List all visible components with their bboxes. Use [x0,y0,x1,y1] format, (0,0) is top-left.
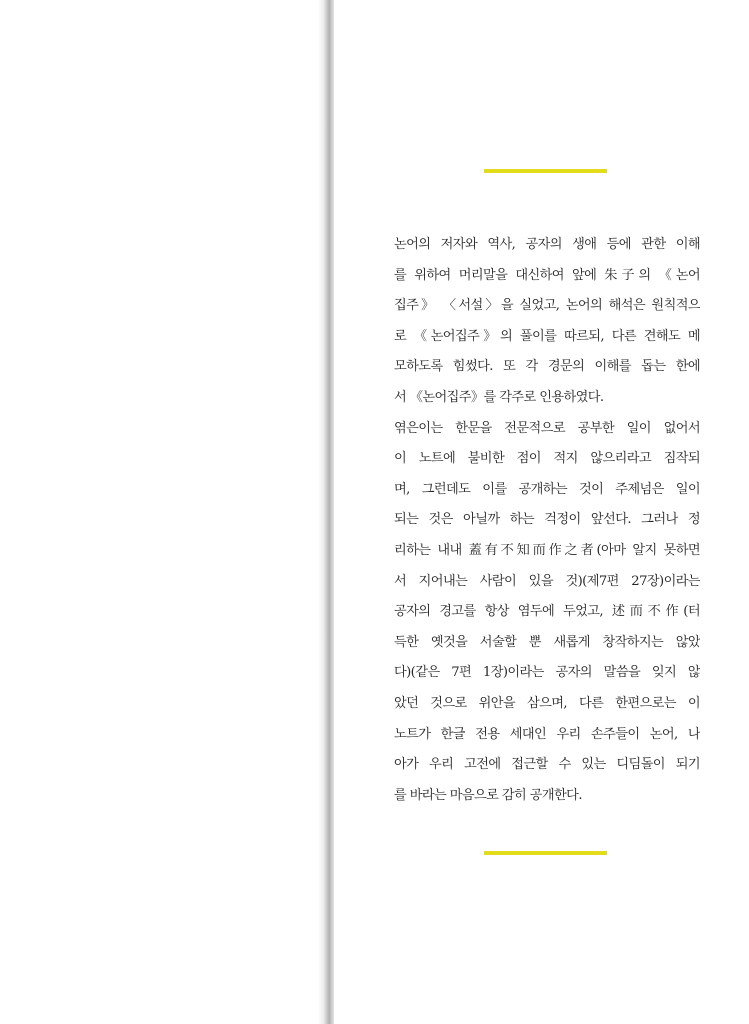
text-line-9: 며, 그런데도 이를 공개하는 것이 주제넘은 일이 [394,481,700,497]
text-line-6: 서 《논어집주》를 각주로 인용하였다. [394,389,604,405]
bottom-accent-rule [484,851,607,855]
text-line-14: 득한 옛것을 서술할 뿐 새롭게 창작하지는 않았 [394,634,700,650]
text-line-16: 았던 것으로 위안을 삼으며, 다른 한편으로는 이 [394,695,700,711]
top-accent-rule [484,169,607,173]
preface-text [394,230,700,811]
text-line-7: 엮은이는 한문을 전문적으로 공부한 일이 없어서 [394,420,700,436]
text-line-8: 이 노트에 불비한 점이 적지 않으리라고 짐작되 [394,451,700,467]
text-line-17: 노트가 한글 전용 세대인 우리 손주들이 논어, 나 [394,726,700,742]
text-line-3: 집주》 〈서설〉을 실었고, 논어의 해석은 원칙적으 [394,298,700,314]
text-line-12: 서 지어내는 사람이 있을 것)(제7편 27장)이라는 [394,573,700,589]
book-spine-shadow [318,0,334,1024]
text-line-13: 공자의 경고를 항상 염두에 두었고, 述而不作(터 [394,604,700,620]
text-line-15: 다)(같은 7편 1장)이라는 공자의 말씀을 잊지 않 [394,665,700,681]
text-line-1: 논어의 저자와 역사, 공자의 생애 등에 관한 이해 [394,237,700,252]
text-line-18: 아가 우리 고전에 접근할 수 있는 디딤돌이 되기 [394,757,700,773]
text-line-11: 리하는 내내 蓋有不知而作之者(아마 알지 못하면 [394,542,700,558]
text-line-10: 되는 것은 아닐까 하는 걱정이 앞선다. 그러나 정 [394,512,700,528]
text-line-2: 를 위하여 머리말을 대신하여 앞에 朱子의 《논어 [394,267,700,283]
text-line-19: 를 바라는 마음으로 감히 공개한다. [394,787,582,803]
text-line-5: 모하도록 힘썼다. 또 각 경문의 이해를 돕는 한에 [394,359,700,375]
text-line-4: 로 《논어집주》의 풀이를 따르되, 다른 견해도 메 [394,328,700,344]
left-page [0,0,322,1024]
